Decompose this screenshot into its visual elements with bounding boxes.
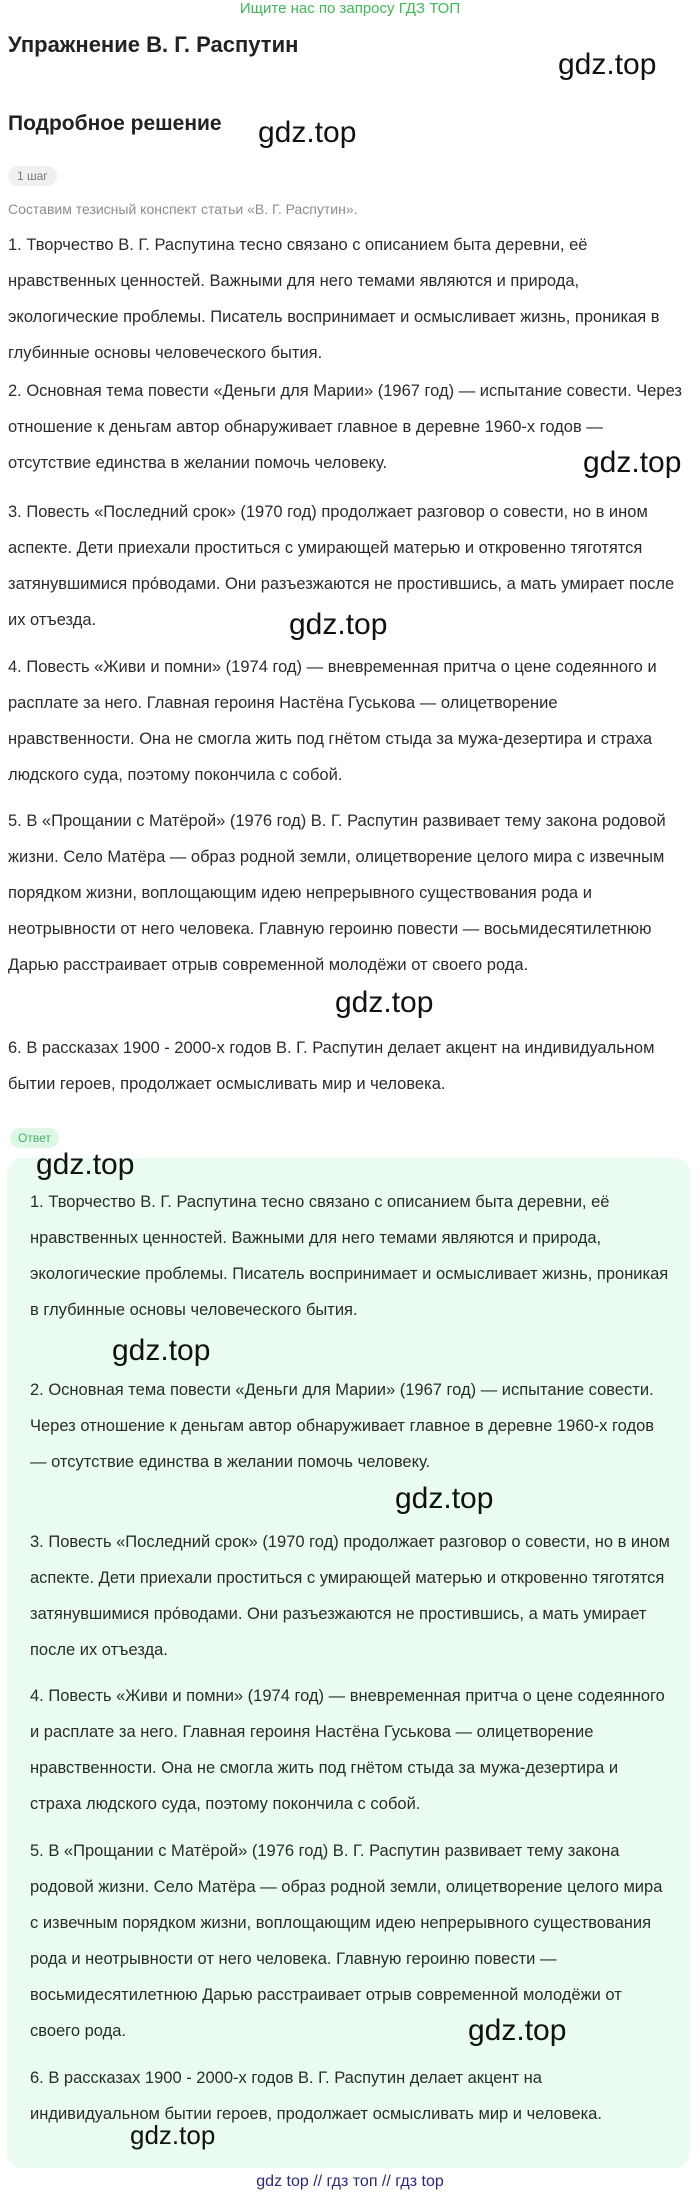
solution-paragraph-1: 1. Творчество В. Г. Распутина тесно связано с описанием быта деревни, её нравственных ценностей. Важными для него темами являются и природа, экологические проблемы. Писатель воспринимает и осмысливает жизнь, проникая в глубинные основы человеческого бытия. xyxy=(8,236,660,362)
solution-paragraph-6: 6. В рассказах 1900 - 2000-х годов В. Г. Распутин делает акцент на индивидуальном бытии героев, продолжает осмысливать мир и человека. xyxy=(8,1039,655,1093)
answer-badge: Ответ xyxy=(10,1128,59,1148)
step-badge: 1 шаг xyxy=(8,166,57,186)
answer-paragraph-3: 3. Повесть «Последний срок» (1970 год) продолжает разговор о совести, но в ином аспекте. Дети приехали проститься с умирающей матерью и откровенно тяготятся затянувшимися про́водами. Они разъезжаются не простившись, а мать умирает после их отъезда. xyxy=(30,1533,670,1659)
watermark: gdz.top xyxy=(258,116,357,149)
watermark: gdz.top xyxy=(335,986,434,1019)
watermark: gdz.top xyxy=(583,446,682,479)
watermark: gdz.top xyxy=(468,2014,567,2047)
solution-paragraph-3: 3. Повесть «Последний срок» (1970 год) продолжает разговор о совести, но в ином аспекте. Дети приехали проститься с умирающей матерью и откровенно тяготятся затянувшимися про́водами. Они разъезжаются не простившись, а мать умирает после их отъезда. xyxy=(8,503,675,629)
top-banner[interactable]: Ищите нас по запросу ГДЗ ТОП xyxy=(239,0,461,17)
solution-paragraph-2: 2. Основная тема повести «Деньги для Марии» (1967 год) — испытание совести. Через отношение к деньгам автор обнаруживает главное в деревне 1960-х годов — отсутствие единства в желании помочь человеку. xyxy=(8,382,682,472)
watermark: gdz.top xyxy=(395,1482,494,1515)
watermark: gdz.top xyxy=(112,1334,211,1367)
intro-text: Составим тезисный конспект статьи «В. Г. Распутин». xyxy=(8,201,358,217)
answer-paragraph-4: 4. Повесть «Живи и помни» (1974 год) — вневременная притча о цене содеянного и расплате за него. Главная героиня Настёна Гуськова — олицетворение нравственности. Она не смогла жить под гнётом стыда за мужа-дезертира и страха людского суда, поэтому покончила с собой. xyxy=(30,1687,665,1813)
answer-paragraph-6: 6. В рассказах 1900 - 2000-х годов В. Г. Распутин делает акцент на индивидуальном бытии героев, продолжает осмысливать мир и человека. xyxy=(30,2069,602,2123)
solution-heading: Подробное решение xyxy=(8,112,222,135)
watermark: gdz.top xyxy=(289,608,388,641)
answer-paragraph-5: 5. В «Прощании с Матёрой» (1976 год) В. Г. Распутин развивает тему закона родовой жизни. Село Матёра — образ родной земли, олицетворение целого мира с извечным порядком жизни, воплощающим идею непрерывного существования рода и неотрывности от него человека. Главную героиню повести — восьмидесятилетнюю Дарью расстраивает отрыв современной молодёжи от своего рода. xyxy=(30,1842,663,2040)
footer-links[interactable]: gdz top // гдз топ // гдз top xyxy=(256,2173,444,2190)
watermark: gdz.top xyxy=(130,2120,216,2150)
watermark: gdz.top xyxy=(36,1148,135,1181)
page-title: Упражнение В. Г. Распутин xyxy=(8,32,299,57)
solution-paragraph-5: 5. В «Прощании с Матёрой» (1976 год) В. Г. Распутин развивает тему закона родовой жизни. Село Матёра — образ родной земли, олицетворение целого мира с извечным порядком жизни, воплощающим идею непрерывного существования рода и неотрывности от него человека. Главную героиню повести — восьмидесятилетнюю Дарью расстраивает отрыв современной молодёжи от своего рода. xyxy=(8,812,666,974)
answer-paragraph-1: 1. Творчество В. Г. Распутина тесно связано с описанием быта деревни, её нравственных ценностей. Важными для него темами являются и природа, экологические проблемы. Писатель воспринимает и осмысливает жизнь, проникая в глубинные основы человеческого бытия. xyxy=(30,1193,669,1319)
solution-paragraph-4: 4. Повесть «Живи и помни» (1974 год) — вневременная притча о цене содеянного и расплате за него. Главная героиня Настёна Гуськова — олицетворение нравственности. Она не смогла жить под гнётом стыда за мужа-дезертира и страха людского суда, поэтому покончила с собой. xyxy=(8,658,657,784)
answer-paragraph-2: 2. Основная тема повести «Деньги для Марии» (1967 год) — испытание совести. Через отношение к деньгам автор обнаруживает главное в деревне 1960-х годов — отсутствие единства в желании помочь человеку. xyxy=(30,1381,655,1471)
watermark: gdz.top xyxy=(558,48,657,81)
